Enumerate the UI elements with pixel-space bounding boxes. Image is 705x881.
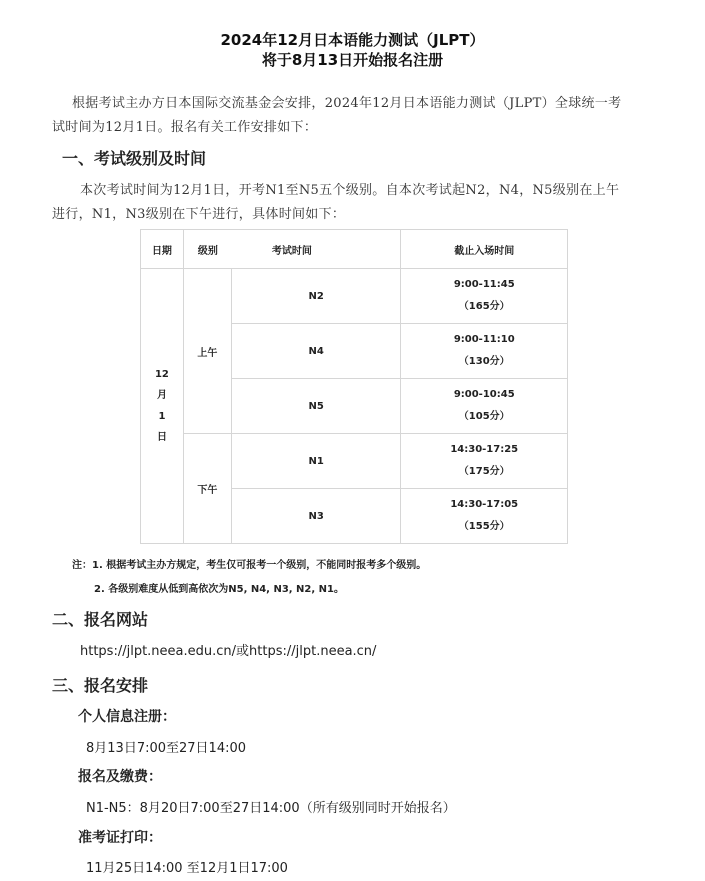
admission-ticket-label: 准考证打印： xyxy=(78,830,162,846)
date-char: 日 xyxy=(156,432,167,443)
registration-fee-label: 报名及缴费： xyxy=(78,769,162,785)
exam-schedule-table xyxy=(140,229,568,544)
exam-duration: （155分） xyxy=(458,521,510,532)
date-char: 月 xyxy=(156,390,167,401)
admission-ticket-value: 11月25日14:00 至12月1日17:00 xyxy=(86,861,288,876)
header-level-label: 级别 xyxy=(197,245,218,257)
afternoon-cell: 下午 xyxy=(183,434,231,544)
personal-info-label: 个人信息注册： xyxy=(78,709,176,725)
table-row xyxy=(141,434,568,489)
exam-time: 9:00-11:10 xyxy=(453,334,515,345)
time-cell xyxy=(401,434,568,489)
level-cell: N1 xyxy=(231,434,401,489)
intro-line2: 试时间为12月1日。报名有关工作安排如下： xyxy=(52,120,318,135)
section1-heading: 一、考试级别及时间 xyxy=(62,149,207,168)
header-entry-deadline: 截止入场时间 xyxy=(401,230,568,269)
time-cell xyxy=(401,324,568,379)
time-cell xyxy=(401,379,568,434)
level-cell: N2 xyxy=(231,269,401,324)
table-header-row xyxy=(141,230,568,269)
header-date: 日期 xyxy=(141,230,184,269)
section2-heading: 二、报名网站 xyxy=(52,610,149,629)
intro-line1: 根据考试主办方日本国际交流基金会安排，2024年12月日本语能力测试（JLPT）全球统一考 xyxy=(72,96,622,111)
note-2: 2. 各级别难度从低到高依次为N5, N4, N3, N2, N1。 xyxy=(94,584,344,595)
level-cell: N3 xyxy=(231,489,401,544)
exam-duration: （165分） xyxy=(458,301,510,312)
date-cell xyxy=(141,269,184,544)
date-char: 12 xyxy=(154,369,169,380)
header-exam-time: 考试时间 xyxy=(271,245,312,257)
exam-time: 14:30-17:05 xyxy=(450,499,519,510)
exam-time: 9:00-11:45 xyxy=(453,279,515,290)
page-title-line2: 将于8月13日开始报名注册 xyxy=(261,51,444,69)
page-title-line1: 2024年12月日本语能力测试（JLPT） xyxy=(220,31,485,49)
registration-fee-value: N1-N5：8月20日7:00至27日14:00（所有级别同时开始报名） xyxy=(86,801,456,816)
level-cell: N5 xyxy=(231,379,401,434)
header-level xyxy=(183,230,401,269)
level-cell: N4 xyxy=(231,324,401,379)
section1-line2: 进行，N1，N3级别在下午进行，具体时间如下： xyxy=(52,207,346,222)
section1-line1: 本次考试时间为12月1日，开考N1至N5五个级别。自本次考试起N2，N4，N5级别在上午 xyxy=(80,183,620,198)
exam-time: 9:00-10:45 xyxy=(453,389,515,400)
note-1: 注：1. 根据考试主办方规定，考生仅可报考一个级别，不能同时报考多个级别。 xyxy=(72,560,427,571)
date-char: 1 xyxy=(158,411,166,422)
time-cell xyxy=(401,269,568,324)
exam-duration: （105分） xyxy=(458,411,510,422)
table-row xyxy=(141,269,568,324)
exam-duration: （130分） xyxy=(458,356,510,367)
section3-heading: 三、报名安排 xyxy=(52,676,149,695)
time-cell xyxy=(401,489,568,544)
registration-url[interactable]: https://jlpt.neea.edu.cn/或https://jlpt.neea.cn/ xyxy=(80,644,377,659)
personal-info-value: 8月13日7:00至27日14:00 xyxy=(86,741,247,756)
exam-time: 14:30-17:25 xyxy=(450,444,519,455)
morning-cell: 上午 xyxy=(183,269,231,434)
exam-duration: （175分） xyxy=(458,466,510,477)
